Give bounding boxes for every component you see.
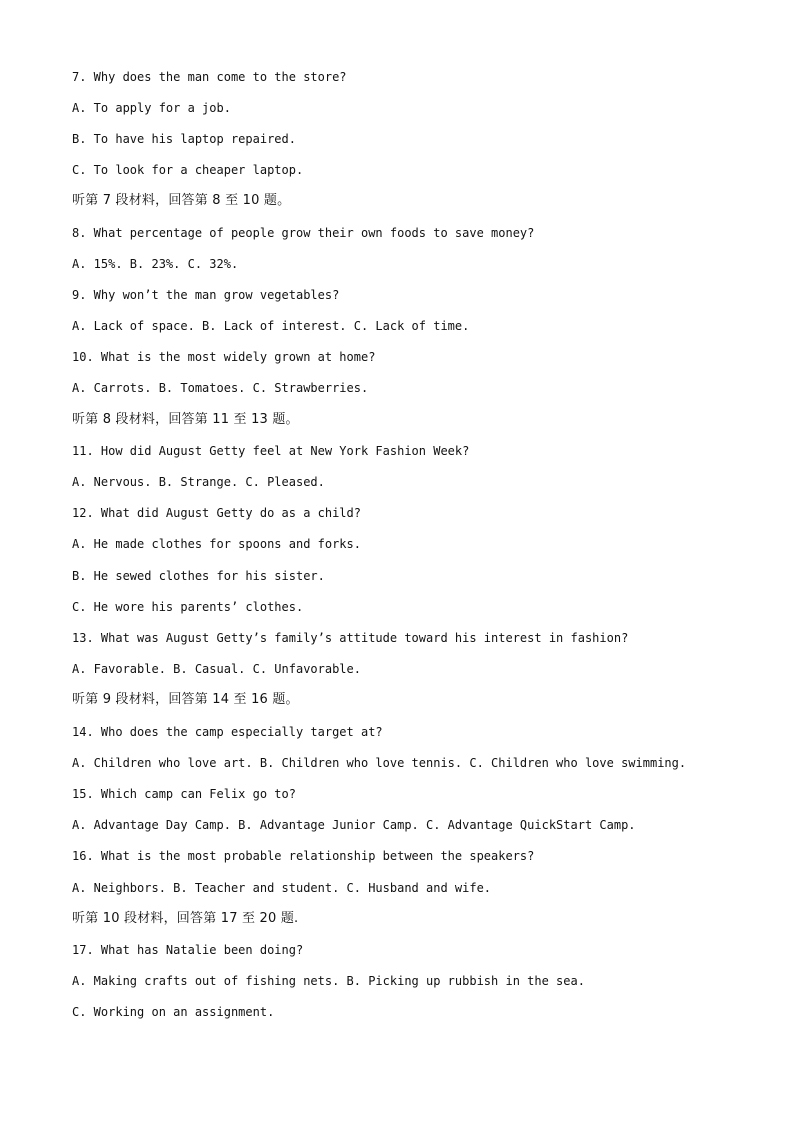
question-10: 10. What is the most widely grown at home? [72, 350, 376, 364]
option-7a: A. To apply for a job. [72, 101, 231, 115]
section-heading-9: 听第 9 段材料，回答第 14 至 16 题。 [72, 692, 299, 707]
option-17c: C. Working on an assignment. [72, 1005, 275, 1019]
option-12a: A. He made clothes for spoons and forks. [72, 537, 361, 551]
section-heading-10: 听第 10 段材料，回答第 17 至 20 题. [72, 911, 299, 926]
options-8: A. 15%. B. 23%. C. 32%. [72, 257, 239, 271]
question-15: 15. Which camp can Felix go to? [72, 787, 296, 801]
option-17ab: A. Making crafts out of fishing nets. B. Picking up rubbish in the sea. [72, 974, 585, 988]
question-12: 12. What did August Getty do as a child? [72, 506, 361, 520]
options-16: A. Neighbors. B. Teacher and student. C. Husband and wife. [72, 881, 492, 895]
options-11: A. Nervous. B. Strange. C. Pleased. [72, 475, 325, 489]
option-7b: B. To have his laptop repaired. [72, 132, 296, 146]
options-14: A. Children who love art. B. Children who love tennis. C. Children who love swimming. [72, 756, 687, 770]
question-16: 16. What is the most probable relationship between the speakers? [72, 849, 535, 863]
option-12b: B. He sewed clothes for his sister. [72, 569, 325, 583]
question-14: 14. Who does the camp especially target at? [72, 725, 383, 739]
question-17: 17. What has Natalie been doing? [72, 943, 304, 957]
question-11: 11. How did August Getty feel at New York Fashion Week? [72, 444, 470, 458]
section-heading-7: 听第 7 段材料，回答第 8 至 10 题。 [72, 193, 291, 208]
option-7c: C. To look for a cheaper laptop. [72, 163, 304, 177]
options-9: A. Lack of space. B. Lack of interest. C. Lack of time. [72, 319, 470, 333]
question-9: 9. Why won’t the man grow vegetables? [72, 288, 340, 302]
options-15: A. Advantage Day Camp. B. Advantage Junior Camp. C. Advantage QuickStart Camp. [72, 818, 636, 832]
options-13: A. Favorable. B. Casual. C. Unfavorable. [72, 662, 361, 676]
options-10: A. Carrots. B. Tomatoes. C. Strawberries. [72, 381, 369, 395]
section-heading-8: 听第 8 段材料，回答第 11 至 13 题。 [72, 412, 299, 427]
question-8: 8. What percentage of people grow their own foods to save money? [72, 226, 535, 240]
question-13: 13. What was August Getty’s family’s attitude toward his interest in fashion? [72, 631, 629, 645]
question-7: 7. Why does the man come to the store? [72, 70, 347, 84]
option-12c: C. He wore his parents’ clothes. [72, 600, 304, 614]
